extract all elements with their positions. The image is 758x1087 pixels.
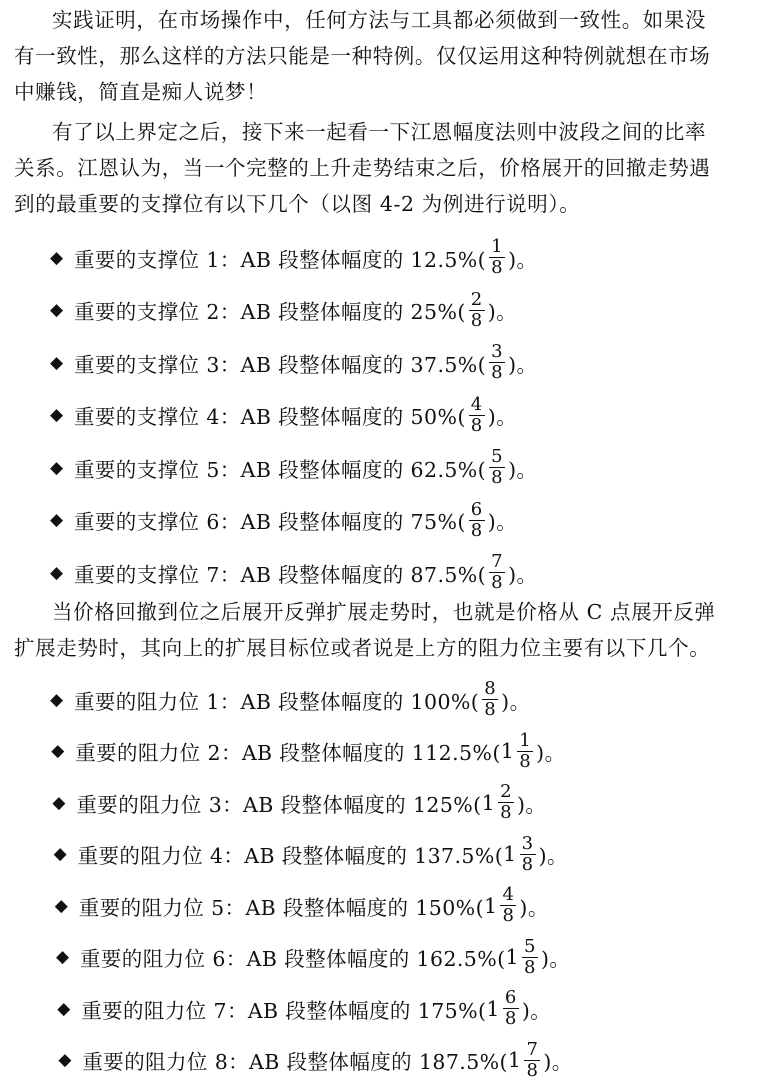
intro-paragraph	[14, 2, 754, 110]
list-item	[51, 729, 566, 772]
level-label: 重要的阻力位 7：AB 段整体幅度的 175%(	[81, 998, 487, 1023]
fraction-whole: 1	[500, 739, 515, 763]
support-intro-line: 到的最重要的支撑位有以下几个（以图 4-2 为例进行说明）。	[14, 192, 581, 216]
level-label: 重要的阻力位 3：AB 段整体幅度的 125%(	[76, 792, 482, 817]
list-item	[56, 935, 571, 978]
level-label: 重要的支撑位 5：AB 段整体幅度的 62.5%(	[74, 457, 487, 482]
diamond-bullet-icon: ◆	[50, 689, 64, 710]
resistance-intro-line: 当价格回撤到位之后展开反弹扩展走势时，也就是价格从 C 点展开反弹	[52, 600, 716, 624]
fraction-numerator: 4	[470, 393, 483, 415]
diamond-bullet-icon: ◆	[50, 352, 64, 373]
level-tail: )。	[538, 844, 568, 868]
fraction-denominator: 8	[491, 467, 504, 488]
resistance-intro-paragraph	[14, 594, 754, 666]
list-item	[53, 832, 568, 875]
level-tail: )。	[487, 405, 518, 429]
fraction	[522, 935, 538, 978]
list-item	[50, 553, 537, 592]
level-label: 重要的阻力位 2：AB 段整体幅度的 112.5%(	[75, 741, 501, 765]
list-item	[52, 783, 546, 822]
fraction	[524, 1038, 540, 1081]
fraction-numerator: 1	[491, 236, 504, 257]
diamond-bullet-icon: ◆	[58, 1050, 72, 1070]
level-tail: )。	[517, 792, 547, 817]
fraction-denominator: 8	[484, 699, 497, 720]
diamond-bullet-icon: ◆	[57, 998, 71, 1019]
support-intro-line: 关系。江恩认为，当一个完整的上升走势结束之后，价格展开的回撤走势遇	[14, 156, 711, 180]
level-label: 重要的阻力位 4：AB 段整体幅度的 137.5%(	[77, 844, 504, 868]
support-intro-paragraph	[14, 114, 754, 222]
diamond-bullet-icon: ◆	[50, 405, 64, 425]
level-tail: )。	[508, 352, 538, 377]
fraction	[500, 886, 516, 925]
support-intro-line: 有了以上界定之后，接下来一起看一下江恩幅度法则中波段之间的比率	[52, 120, 707, 144]
intro-line: 有一致性，那么这样的方法只能是一种特例。仅仅运用这种特例就想在市场	[14, 44, 711, 68]
diamond-bullet-icon: ◆	[50, 247, 64, 268]
fraction-numerator: 7	[491, 551, 504, 572]
level-tail: )。	[521, 998, 552, 1023]
list-item	[50, 498, 518, 541]
fraction	[482, 680, 498, 719]
list-item	[50, 343, 537, 382]
fraction-denominator: 8	[500, 802, 512, 823]
fraction-numerator: 5	[524, 935, 536, 957]
list-item	[50, 393, 518, 436]
intro-line: 实践证明，在市场操作中，任何方法与工具都必须做到一致性。如果没	[52, 8, 707, 32]
fraction-numerator: 3	[521, 832, 534, 854]
fraction-denominator: 8	[470, 414, 483, 436]
fraction-denominator: 8	[491, 362, 504, 383]
fraction-denominator: 8	[502, 905, 515, 926]
fraction	[469, 498, 485, 541]
level-label: 重要的支撑位 7：AB 段整体幅度的 87.5%(	[74, 562, 487, 587]
level-label: 重要的支撑位 2：AB 段整体幅度的 25%(	[74, 300, 466, 324]
fraction	[498, 783, 514, 822]
list-item	[50, 680, 530, 719]
diamond-bullet-icon: ◆	[52, 792, 66, 813]
level-label: 重要的支撑位 4：AB 段整体幅度的 50%(	[74, 405, 466, 429]
fraction-denominator: 8	[470, 309, 483, 331]
fraction-denominator: 8	[491, 257, 504, 278]
level-label: 重要的阻力位 1：AB 段整体幅度的 100%(	[74, 689, 480, 714]
diamond-bullet-icon: ◆	[56, 947, 70, 967]
fraction-whole: 1	[486, 996, 500, 1021]
fraction	[520, 832, 536, 875]
fraction-numerator: 5	[491, 446, 504, 467]
list-item	[50, 288, 518, 331]
list-item	[50, 238, 537, 277]
diamond-bullet-icon: ◆	[53, 844, 68, 864]
fraction-denominator: 8	[504, 1008, 517, 1029]
fraction	[489, 553, 505, 592]
fraction-numerator: 2	[470, 288, 483, 310]
fraction-denominator: 8	[470, 519, 483, 541]
level-tail: )。	[487, 300, 518, 324]
list-item	[57, 989, 551, 1028]
resistance-intro-line: 扩展走势时，其向上的扩展目标位或者说是上方的阻力位主要有以下几个。	[14, 636, 711, 660]
fraction-denominator: 8	[519, 750, 532, 772]
intro-line: 中赚钱，简直是痴人说梦！	[14, 80, 268, 104]
fraction-numerator: 6	[470, 498, 483, 520]
diamond-bullet-icon: ◆	[54, 895, 69, 916]
fraction-numerator: 4	[502, 884, 515, 905]
list-item	[50, 448, 537, 487]
level-label: 重要的阻力位 6：AB 段整体幅度的 162.5%(	[80, 947, 506, 971]
level-tail: )。	[540, 947, 571, 971]
fraction-whole: 1	[505, 945, 519, 969]
level-label: 重要的支撑位 1：AB 段整体幅度的 12.5%(	[74, 247, 487, 272]
level-tail: )。	[508, 457, 538, 482]
fraction-numerator: 8	[484, 678, 497, 699]
diamond-bullet-icon: ◆	[50, 562, 64, 583]
fraction	[503, 989, 519, 1028]
diamond-bullet-icon: ◆	[50, 457, 64, 478]
level-label: 重要的阻力位 8：AB 段整体幅度的 187.5%(	[82, 1050, 508, 1074]
fraction-denominator: 8	[526, 1059, 539, 1081]
diamond-bullet-icon: ◆	[50, 300, 64, 320]
level-label: 重要的阻力位 5：AB 段整体幅度的 150%(	[78, 895, 484, 920]
fraction-denominator: 8	[524, 956, 536, 978]
fraction	[489, 448, 505, 487]
level-tail: )。	[501, 689, 531, 714]
level-label: 重要的支撑位 6：AB 段整体幅度的 75%(	[74, 510, 466, 534]
fraction	[517, 729, 533, 772]
fraction-whole: 1	[507, 1048, 522, 1072]
level-tail: )。	[487, 510, 518, 534]
fraction-whole: 1	[483, 893, 498, 918]
fraction	[469, 393, 485, 436]
level-tail: )。	[536, 741, 566, 765]
fraction-numerator: 1	[519, 729, 532, 751]
diamond-bullet-icon: ◆	[50, 510, 64, 530]
fraction-denominator: 8	[521, 853, 534, 875]
level-tail: )。	[519, 895, 549, 920]
fraction-numerator: 2	[500, 781, 512, 802]
fraction	[469, 288, 485, 331]
list-item	[58, 1038, 573, 1081]
fraction-whole: 1	[503, 842, 517, 866]
level-label: 重要的支撑位 3：AB 段整体幅度的 37.5%(	[74, 352, 487, 377]
fraction	[489, 343, 505, 382]
fraction-numerator: 7	[526, 1038, 539, 1060]
fraction	[489, 238, 505, 277]
fraction-numerator: 6	[504, 987, 517, 1008]
fraction-whole: 1	[481, 790, 496, 815]
fraction-denominator: 8	[491, 572, 504, 593]
list-item	[55, 886, 549, 925]
level-tail: )。	[543, 1050, 573, 1074]
fraction-numerator: 3	[491, 341, 504, 362]
diamond-bullet-icon: ◆	[51, 741, 65, 761]
level-tail: )。	[508, 247, 538, 272]
level-tail: )。	[508, 562, 538, 587]
